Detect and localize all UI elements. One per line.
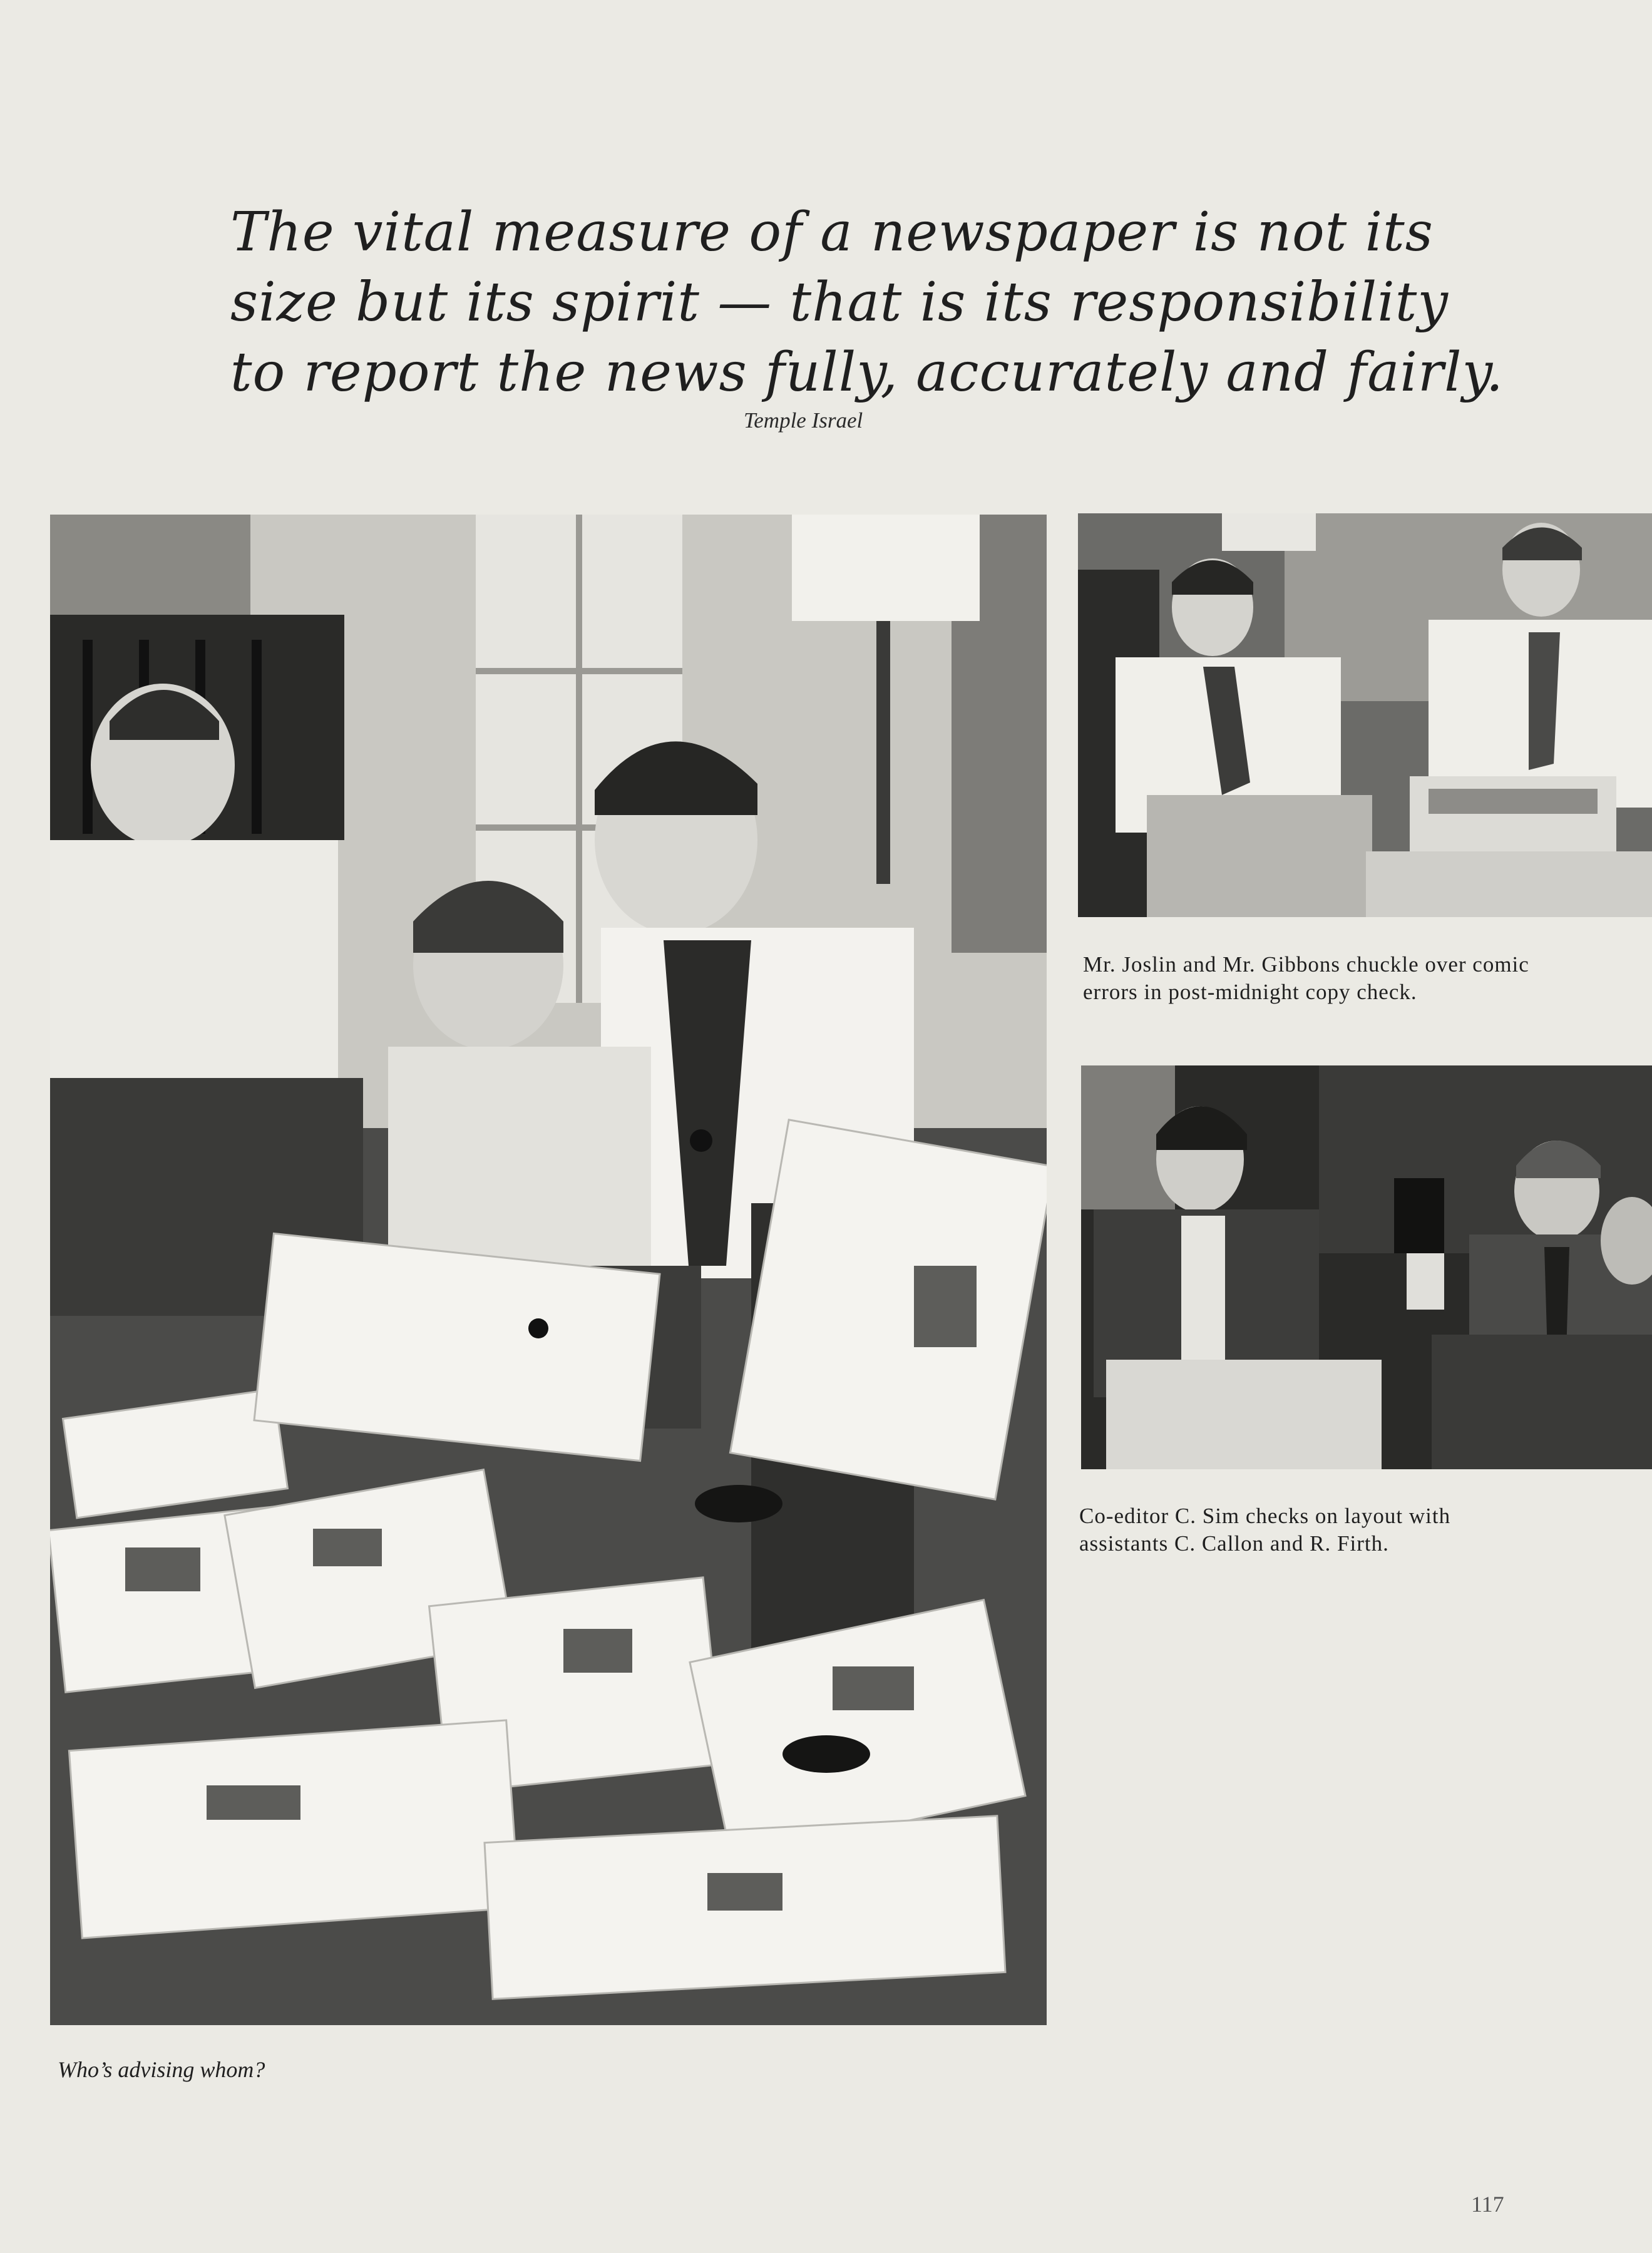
top-photo-caption: Mr. Joslin and Mr. Gibbons chuckle over comic errors in post-midnight copy check. (1083, 952, 1529, 1004)
quote-attribution: Temple Israel (744, 408, 863, 433)
quote-line-3: to report the news fully, accurately and fairly. (230, 341, 1504, 404)
main-photo-image (50, 515, 1047, 2025)
main-photo-caption: Who’s advising whom? (58, 2057, 265, 2082)
top-right-photo (1078, 513, 1652, 917)
middle-right-photo-image (1081, 1065, 1652, 1469)
main-photo (50, 515, 1047, 2025)
middle-right-photo (1081, 1065, 1652, 1469)
page-number: 117 (1471, 2192, 1504, 2217)
quote-line-2: size but its spirit — that is its responsibility (230, 271, 1449, 334)
quote-line-1: The vital measure of a newspaper is not its (230, 201, 1434, 264)
pull-quote (230, 197, 1504, 408)
top-right-photo-image (1078, 513, 1652, 917)
middle-photo-caption: Co-editor C. Sim checks on layout with assistants C. Callon and R. Firth. (1079, 1504, 1451, 1556)
